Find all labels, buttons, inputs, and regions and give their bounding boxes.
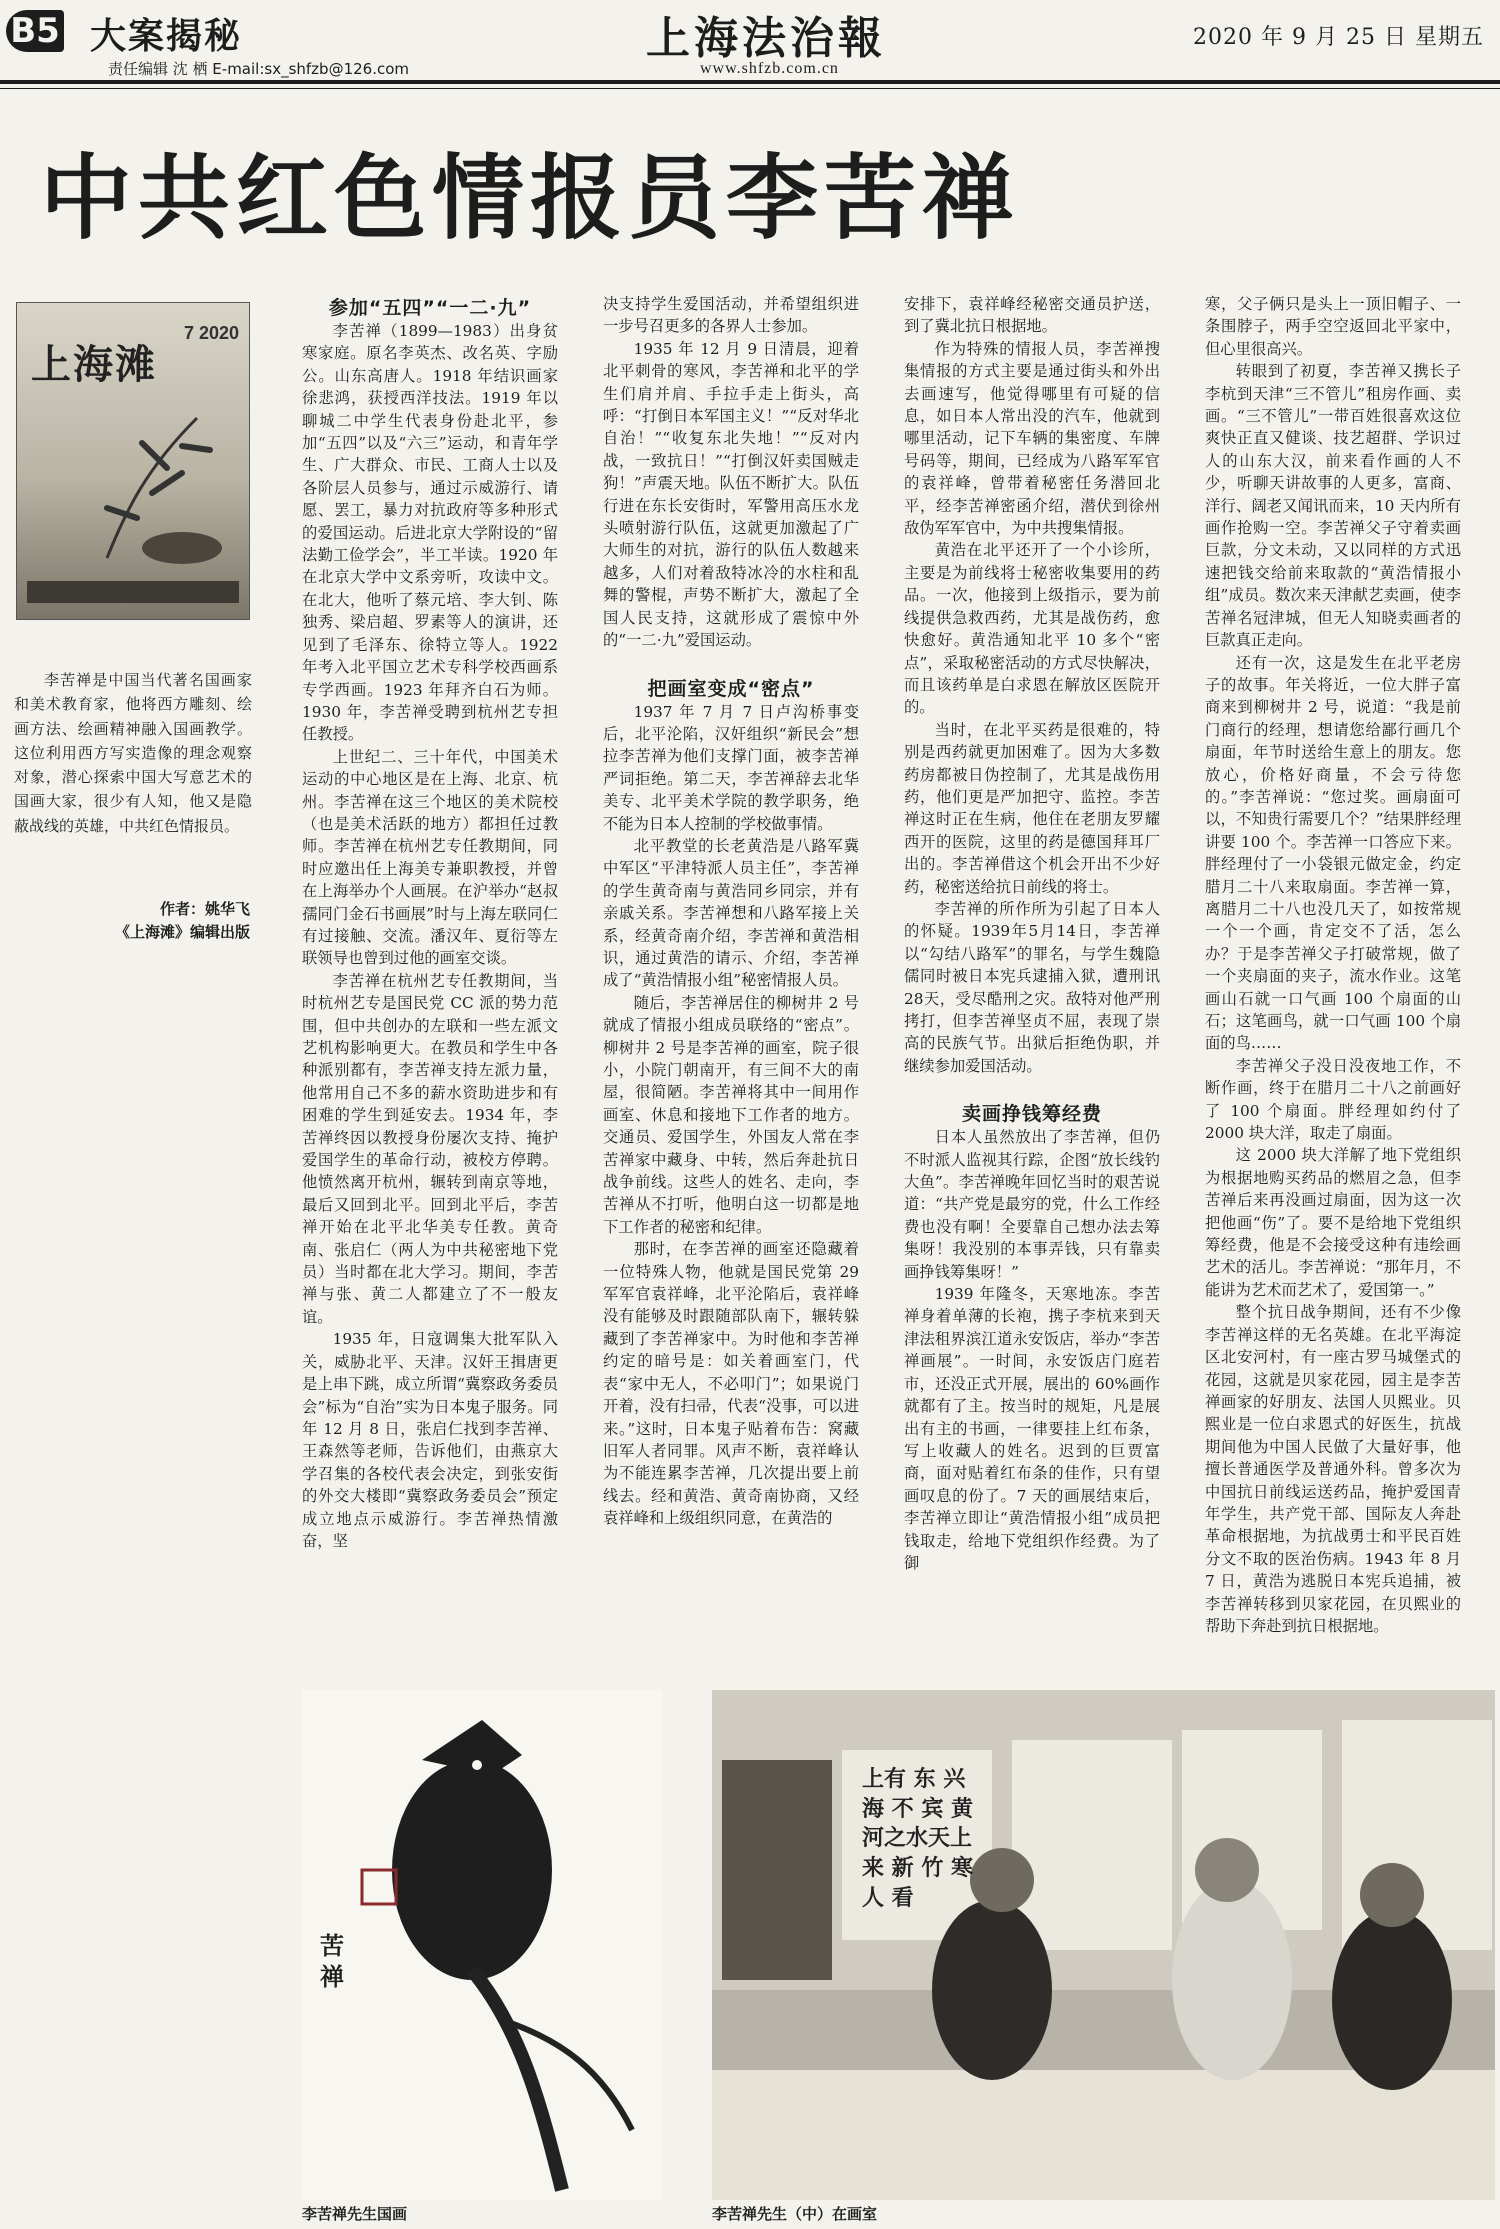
paragraph: 黄浩在北平还开了一个小诊所，主要是为前线将士秘密收集要用的药品。一次，他接到上级指示，要为前线提供急救西药，尤其是战伤药，愈快愈好。黄浩通知北平 10 多个“密点”，采取秘密活动的方式尽快解决，而且该药单是白求恩在解放区医院开的。: [904, 541, 1160, 717]
subhead-maihua: 卖画挣钱筹经费: [961, 1103, 1102, 1126]
studio-scene-icon: [712, 1690, 1495, 2200]
cover-banner: [27, 581, 239, 603]
sidebar-caption: 李苦禅是中国当代著名国画家和美术教育家，他将西方雕刻、绘画方法、绘画精神融入国画教学。这位利用西方写实造像的理念观察对象，潜心探索中国大写意艺术的国画大家，很少有人知，他又是隐蔽战线的英雄，中共红色情报员。: [14, 671, 252, 835]
paragraph: 李苦禅的所作所为引起了日本人的怀疑。1939年5月14日，李苦禅以“勾结八路军”的罪名，与学生魏隐儒同时被日本宪兵逮捕入狱，遭刑讯28天，受尽酷刑之灾。敌特对他严刑拷打，但李苦禅坚贞不屈，表现了崇高的民族气节。出狱后拒绝伪职，并继续参加爱国活动。: [904, 899, 1160, 1075]
subhead-midian: 把画室变成“密点”: [647, 677, 815, 700]
eagle-painting-icon: [302, 1690, 662, 2200]
author-credit: 作者：姚华飞: [159, 900, 250, 918]
paragraph: 转眼到了初夏，李苦禅又携长子李杭到天津“三不管儿”租房作画、卖画。“三不管儿”一带百姓很喜欢这位爽快正直又健谈、技艺超群、学识过人的山东大汉，前来看作画的人不少，听聊天讲故事的人更多，富商、洋行、阔老又闻讯而来，10 天内所有画作抢购一空。李苦禅父子守着卖画巨款，分文未动，又以同样的方式迅速把钱交给前来取款的“黄浩情报小组”成员。数次来天津献艺卖画，使李苦禅名冠津城，但无人知晓卖画者的巨款真正走向。: [1205, 362, 1461, 650]
editor-credit: 责任编辑 沈 栖 E-mail:sx_shfzb@126.com: [108, 60, 410, 78]
paragraph: 作为特殊的情报人员，李苦禅搜集情报的方式主要是通过街头和外出去画速写，他觉得哪里有可疑的信息，如日本人常出没的汽车，他就到哪里活动，记下车辆的集密度、车牌号码等，期间，已经成为八路军军官的袁祥峰，曾带着秘密任务潜回北平，经李苦禅密函介绍，潜伏到徐州敌伪军军官中，为中共搜集情报。: [904, 339, 1160, 538]
paragraph-continued: 安排下，袁祥峰经秘密交通员护送，到了冀北抗日根据地。: [904, 295, 1160, 336]
paragraph: 还有一次，这是发生在北平老房子的故事。年关将近，一位大胖子富商来到柳树井 2 号，说道：“我是前门商行的经理，想请您给鄙行画几个扇面，年节时送给生意上的朋友。您放心，价格好商量，不会亏待您的。”李苦禅说：“您过奖。画扇面可以，不知贵行需要几个？”结果胖经理讲要 100 个。李苦禅一口答应下来。胖经理付了一小袋银元做定金，约定腊月二十八来取扇面。李苦禅一算，离腊月二十八也没几天了，如按常规一个一个画，肯定交不了活，怎么办？于是李苦禅父子打破常规，做了一个夹扇面的夹子，流水作业。这笔画山石就一口气画 100 个扇面的山石；这笔画鸟，就一口气画 100 个扇面的鸟……: [1205, 653, 1461, 1053]
left-photo-caption: 李苦禅先生国画: [302, 2205, 408, 2223]
section-name: 大案揭秘: [90, 16, 243, 57]
paragraph: 这 2000 块大洋解了地下党组织为根据地购买药品的燃眉之急，但李苦禅后来再没画过扇面，因为这一次把他画“伤”了。要不是给地下党组织筹经费，他是不会接受这种有违绘画艺术的活儿。李苦禅说：“那年月，不能讲为艺术而艺术了，爱国第一。”: [1205, 1146, 1461, 1299]
masthead: [0, 0, 1500, 88]
paragraph-continued: 决支持学生爱国活动，并希望组织进一步号召更多的各界人士参加。: [603, 295, 859, 336]
paragraph: 1939 年隆冬，天寒地冻。李苦禅身着单薄的长袍，携子李杭来到天津法租界滨江道永安饭店，举办“李苦禅画展”。一时间，永安饭店门庭若市，还没正式开展，展出的 60%画作就都有了主。按当时的规矩，凡是展出有主的书画，一律要挂上红布条，写上收藏人的姓名。迟到的巨贾富商，面对贴着红布条的佳作，只有望画叹息的份了。7 天的画展结束后，李苦禅立即让“黄浩情报小组”成员把钱取走，给地下党组织作经费。为了御: [904, 1285, 1160, 1572]
section-code-badge: B5: [6, 10, 64, 52]
paragraph: 上世纪二、三十年代，中国美术运动的中心地区是在上海、北京、杭州。李苦禅在这三个地区的美术院校（也是美术活跃的地方）都担任过教师。李苦禅在杭州艺专任教期间，同时应邀出任上海美专兼职教授，并曾在上海举办个人画展。在沪举办“赵叔孺同门金石书画展”时与上海左联同仁有过接触、交流。潘汉年、夏衍等左联领导也曾到过他的画室交谈。: [302, 747, 558, 968]
paragraph: 1935 年，日寇调集大批军队入关，威胁北平、天津。汉奸王揖唐更是上串下跳，成立所谓“冀察政务委员会”标为“自治”实为日本鬼子服务。同年 12 月 8 日，张启仁找到李苦禅、王森然等老师，告诉他们，由燕京大学召集的各校代表会决定，到张安街的外交大楼即“冀察政务委员会”预定成立地点示威游行。李苦禅热情激奋，坚: [302, 1330, 558, 1550]
article-headline: 中共红色情报员李苦禅: [40, 145, 1021, 252]
article-column-3: [904, 293, 1160, 1574]
right-photo-caption: 李苦禅先生（中）在画室: [712, 2205, 878, 2223]
painting-signature: 苦禅: [320, 1931, 344, 1992]
paragraph: 当时，在北平买药是很难的，特别是西药就更加困难了。因为大多数药房都被日伪控制了，尤其是战伤用药，他们更是严加把守、监控。李苦禅这时正在生病，他住在老朋友罗耀西开的医院，这里的药是德国拜耳厂出的。李苦禅借这个机会开出不少好药，秘密送给抗日前线的将士。: [904, 720, 1160, 896]
article-column-1: [302, 293, 558, 1552]
sidebar-credit: [10, 898, 250, 945]
masthead-rule-thin: [0, 88, 1500, 89]
ink-painting-photo: [302, 1690, 662, 2200]
paragraph-continued: 寒，父子俩只是头上一顶旧帽子、一条围脖子，两手空空返回北平家中，但心里很高兴。: [1205, 295, 1461, 358]
bamboo-painting-icon: [87, 408, 227, 568]
paragraph: 李苦禅父子没日没夜地工作，不断作画，终于在腊月二十八之前画好了 100 个扇面。胖经理如约付了 2000 块大洋，取走了扇面。: [1205, 1056, 1461, 1143]
paragraph: 1935 年 12 月 9 日清晨，迎着北平刺骨的寒风，李苦禅和北平的学生们肩并肩、手拉手走上街头，高呼：“打倒日本军国主义！”“反对华北自治！”“收复东北失地！”“反对内战，一致抗日！”“打倒汉奸卖国贼走狗！”声震天地。队伍不断扩大。队伍行进在东长安街时，军警用高压水龙头喷射游行队伍，这就更加激起了广大师生的对抗，游行的队伍人数越来越多，人们对着敌特冰冷的水柱和乱舞的警棍，声势不断扩大，激起了全国人民支持，这就形成了震惊中外的“一二·九”爱国运动。: [603, 339, 859, 650]
newspaper-url: www.shfzb.com.cn: [700, 60, 839, 77]
cover-issue-number: 7 2020: [183, 323, 239, 343]
calligraphy-scroll: 上有 东 兴 海 不 宾 黄河之水天上来 新 竹 寒 人 看: [862, 1766, 973, 1911]
subhead-wusi: 参加“五四”“一二·九”: [328, 297, 532, 319]
article-column-2: [603, 293, 859, 1530]
issue-date: 2020 年 9 月 25 日 星期五: [1193, 25, 1484, 50]
paragraph: 李苦禅（1899—1983）出身贫寒家庭。原名李英杰、改名英、字励公。山东高唐人。1918 年结识画家徐悲鸿，获授西洋技法。1919 年以聊城二中学生代表身份赴北平，参加“五四”以及“六三”运动，和青年学生、广大群众、市民、工商人士以及各阶层人员参与，通过示威游行、请愿、罢工，暴力对抗政府等多种形式的爱国运动。后进北京大学附设的“留法勤工俭学会”，半工半读。1920 年在北京大学中文系旁听，攻读中文。在北大，他听了蔡元培、李大钊、陈独秀、梁启超、罗素等人的演讲，还见到了毛泽东、徐特立等人。1922 年考入北平国立艺术专科学校西画系专学西画。1923 年拜齐白石为师。1930 年，李苦禅受聘到杭州艺专担任教授。: [302, 322, 558, 744]
magazine-cover-image: [16, 302, 250, 620]
cover-title: 上海滩: [31, 341, 157, 388]
studio-photo: [712, 1690, 1495, 2200]
article-column-4: [1205, 293, 1461, 1637]
paragraph: 李苦禅在杭州艺专任教期间，当时杭州艺专是国民党 CC 派的势力范围，但中共创办的左联和一些左派文艺机构影响更大。在教员和学生中各种派别都有，李苦禅支持左派力量，他常用自己不多的薪水资助进步和有困难的学生到延安去。1934 年，李苦禅终因以教授身份屡次支持、掩护爱国学生的革命行动，被校方停聘。他愤然离开杭州，辗转到南京等地，最后又回到北平。回到北平后，李苦禅开始在北平北华美专任教。黄奇南、张启仁（两人为中共秘密地下党员）当时都在北大学习。期间，李苦禅与张、黄二人都建立了不一般友谊。: [302, 971, 558, 1326]
newspaper-logo: 上海法治報: [646, 13, 886, 64]
paragraph: 随后，李苦禅居住的柳树井 2 号就成了情报小组成员联络的“密点”。柳树井 2 号是李苦禅的画室，院子很小，小院门朝南开，有三间不大的南屋，很简陋。李苦禅将其中一间用作画室、休息和接地下工作者的地方。交通员、爱国学生，外国友人常在李苦禅家中藏身、中转，然后奔赴抗日战争前线。这些人的姓名、走向，李苦禅从不打听，他明白这一切都是地下工作者的秘密和纪律。: [603, 993, 859, 1236]
publisher-credit: 《上海滩》编辑出版: [114, 923, 250, 942]
paragraph: 1937 年 7 月 7 日卢沟桥事变后，北平沦陷，汉奸组织“新民会”想拉李苦禅为他们支撑门面，被李苦禅严词拒绝。第二天，李苦禅辞去北华美专、北平美术学院的教学职务，绝不能为日本人控制的学校做事情。: [603, 702, 859, 833]
paragraph: 北平教堂的长老黄浩是八路军冀中军区“平津特派人员主任”，李苦禅的学生黄奇南与黄浩同乡同宗，并有亲戚关系。李苦禅想和八路军接上关系，经黄奇南介绍，李苦禅和黄浩相识，通过黄浩的请示、介绍，李苦禅成了“黄浩情报小组”秘密情报人员。: [603, 836, 859, 990]
masthead-rule: [0, 80, 1500, 84]
paragraph: 整个抗日战争期间，还有不少像李苦禅这样的无名英雄。在北平海淀区北安河村，有一座古罗马城堡式的花园，这就是贝家花园，园主是李苦禅画家的好朋友、法国人贝熙业。贝熙业是一位白求恩式的好医生，抗战期间他为中国人民做了大量好事，他擅长普通医学及普通外科。曾多次为中国抗日前线运送药品，掩护爱国青年学生，共产党干部、国际友人奔赴革命根据地，为抗战勇士和平民百姓分文不取的医治伤病。1943 年 8 月 7 日，黄浩为逃脱日本宪兵追捕，被李苦禅转移到贝家花园，在贝熙业的帮助下奔赴到抗日根据地。: [1205, 1303, 1461, 1635]
paragraph: 日本人虽然放出了李苦禅，但仍不时派人监视其行踪，企图“放长线钓大鱼”。李苦禅晚年回忆当时的艰苦说道：“共产党是最穷的党，什么工作经费也没有啊！全要靠自己想办法去筹集呀！我没别的本事弄钱，只有靠卖画挣钱筹集呀！”: [904, 1128, 1160, 1281]
paragraph: 那时，在李苦禅的画室还隐藏着一位特殊人物，他就是国民党第 29 军军官袁祥峰，北平沦陷后，袁祥峰没有能够及时跟随部队南下，辗转躲藏到了李苦禅家中。为时他和李苦禅约定的暗号是：如关着画室门，代表“家中无人，不必叩门”；如果说门开着，没有扫帚，代表“没事，可以进来。”这时，日本鬼子贴着布告：窝藏旧军人者同罪。风声不断，袁祥峰认为不能连累李苦禅，几次提出要上前线去。经和黄浩、黄奇南协商，又经袁祥峰和上级组织同意，在黄浩的: [603, 1240, 859, 1528]
